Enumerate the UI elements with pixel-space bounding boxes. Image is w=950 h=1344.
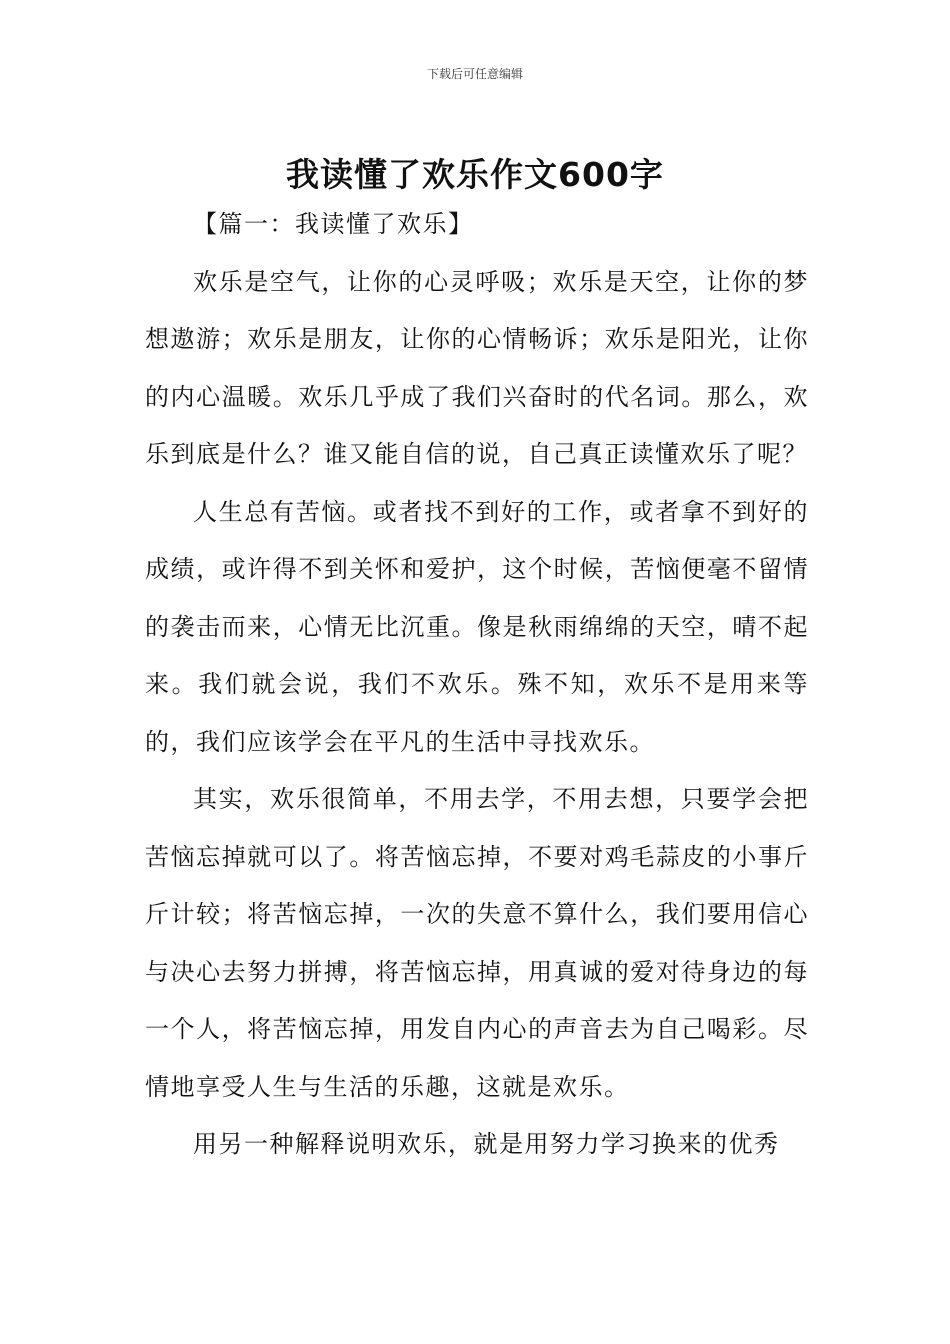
paragraph-3: 其实，欢乐很简单，不用去学，不用去想，只要学会把苦恼忘掉就可以了。将苦恼忘掉，不要对鸡毛蒜皮的小事斤斤计较；将苦恼忘掉，一次的失意不算什么，我们要用信心与决心去努力拼搏，将苦恼忘掉，用真诚的爱对待身边的每一个人，将苦恼忘掉，用发自内心的声音去为自己喝彩。尽情地享受人生与生活的乐趣，这就是欢乐。 xyxy=(145,785,809,1101)
header-note: 下载后可任意编辑 xyxy=(426,67,523,81)
paragraph-1: 欢乐是空气，让你的心灵呼吸；欢乐是天空，让你的梦想遨游；欢乐是朋友，让你的心情畅诉；欢乐是阳光，让你的内心温暖。欢乐几乎成了我们兴奋时的代名词。那么，欢乐到底是什么？谁又能自信的说，自己真正读懂欢乐了呢？ xyxy=(145,267,809,468)
section-heading: 【篇一：我读懂了欢乐】 xyxy=(193,210,474,238)
document-body xyxy=(145,196,809,1174)
paragraph-4: 用另一种解释说明欢乐，就是用努力学习换来的优秀 xyxy=(193,1130,780,1158)
paragraph-2: 人生总有苦恼。或者找不到好的工作，或者拿不到好的成绩，或许得不到关怀和爱护，这个时候，苦恼便毫不留情的袭击而来，心情无比沉重。像是秋雨绵绵的天空，晴不起来。我们就会说，我们不欢乐。殊不知，欢乐不是用来等的，我们应该学会在平凡的生活中寻找欢乐。 xyxy=(145,497,809,756)
document-title: 我读懂了欢乐作文600字 xyxy=(286,155,664,195)
